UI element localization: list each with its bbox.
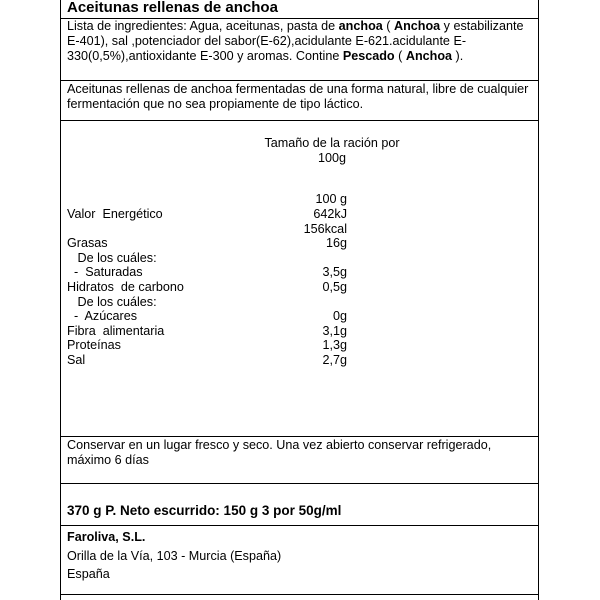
divider xyxy=(60,594,539,595)
nutrition-column-header: 100 g xyxy=(315,192,347,206)
nutrient-label: De los cuáles: xyxy=(67,250,157,265)
nutrition-row xyxy=(67,353,347,368)
nutrient-value: 0,5g xyxy=(322,280,347,294)
net-weight: 370 g P. Neto escurrido: 150 g 3 por 50g/ml xyxy=(67,503,342,518)
serving-size-line: Tamaño de la ración por xyxy=(264,136,400,150)
nutrient-label: Sal xyxy=(67,353,86,367)
company-address: Orilla de la Vía, 103 - Murcia (España) xyxy=(67,549,282,563)
allergen-anchoa: anchoa xyxy=(338,19,383,33)
nutrition-row xyxy=(67,236,347,251)
ingredients-text: Lista de ingredientes: Agua, aceitunas, pasta de xyxy=(67,19,339,33)
nutrient-label: Grasas xyxy=(67,236,108,251)
ingredients-text: ). xyxy=(452,49,464,63)
divider xyxy=(60,436,539,437)
storage-instructions: Conservar en un lugar fresco y seco. Una vez abierto conservar refrigerado, máximo 6 días xyxy=(67,438,492,467)
nutrient-label: - Saturadas xyxy=(67,265,143,280)
company-name: Faroliva, S.L. xyxy=(67,530,146,544)
nutrient-label: De los cuáles: xyxy=(67,294,157,309)
nutrient-value: 156kcal xyxy=(303,221,347,236)
nutrition-row xyxy=(67,251,347,266)
nutrition-row xyxy=(67,222,347,237)
nutrient-label: Fibra alimentaria xyxy=(67,323,165,338)
serving-size xyxy=(262,136,402,166)
company-country: España xyxy=(67,567,110,581)
nutrient-value: 2,7g xyxy=(322,353,347,367)
divider xyxy=(60,120,539,121)
nutrition-row xyxy=(67,280,347,295)
ingredients-text: ( xyxy=(394,49,406,63)
divider xyxy=(60,80,539,81)
allergen-anchoa: Anchoa xyxy=(393,19,441,33)
nutrition-row xyxy=(67,324,347,339)
serving-size-line: 100g xyxy=(317,151,347,165)
nutrition-row xyxy=(67,207,347,222)
nutrient-value: 0g xyxy=(332,309,347,324)
nutrient-value: 642kJ xyxy=(313,207,347,221)
allergen-anchoa: Anchoa xyxy=(405,49,453,63)
nutrient-label: - Azúcares xyxy=(67,309,137,324)
nutrient-label: Proteínas xyxy=(67,338,121,353)
nutrient-value: 16g xyxy=(325,236,347,251)
divider xyxy=(60,483,539,484)
nutrient-value: 3,1g xyxy=(322,323,347,338)
nutrition-row xyxy=(67,265,347,280)
ingredients-text: ( xyxy=(382,19,394,33)
divider xyxy=(60,525,539,526)
nutrition-row xyxy=(67,309,347,324)
nutrition-row xyxy=(67,295,347,310)
product-description: Aceitunas rellenas de anchoa fermentadas de una forma natural, libre de cualquier fermentación que no sea propiamente de tipo láctico. xyxy=(67,82,529,111)
ingredients-list xyxy=(67,19,533,64)
nutrient-value: 3,5g xyxy=(322,265,347,280)
nutrient-label: Hidratos de carbono xyxy=(67,280,184,294)
nutrient-label: Valor Energético xyxy=(67,207,163,221)
allergen-pescado: Pescado xyxy=(342,49,395,63)
nutrition-row xyxy=(67,338,347,353)
product-title: Aceitunas rellenas de anchoa xyxy=(67,0,278,16)
ingredients-text: y estabilizante E-401), sal ,potenciador del sabor(E-62),acidulante E-621.acidulante E-330(0,5%),antioxidante E-300 y aromas. Contine xyxy=(67,19,524,63)
nutrient-value: 1,3g xyxy=(322,338,347,353)
